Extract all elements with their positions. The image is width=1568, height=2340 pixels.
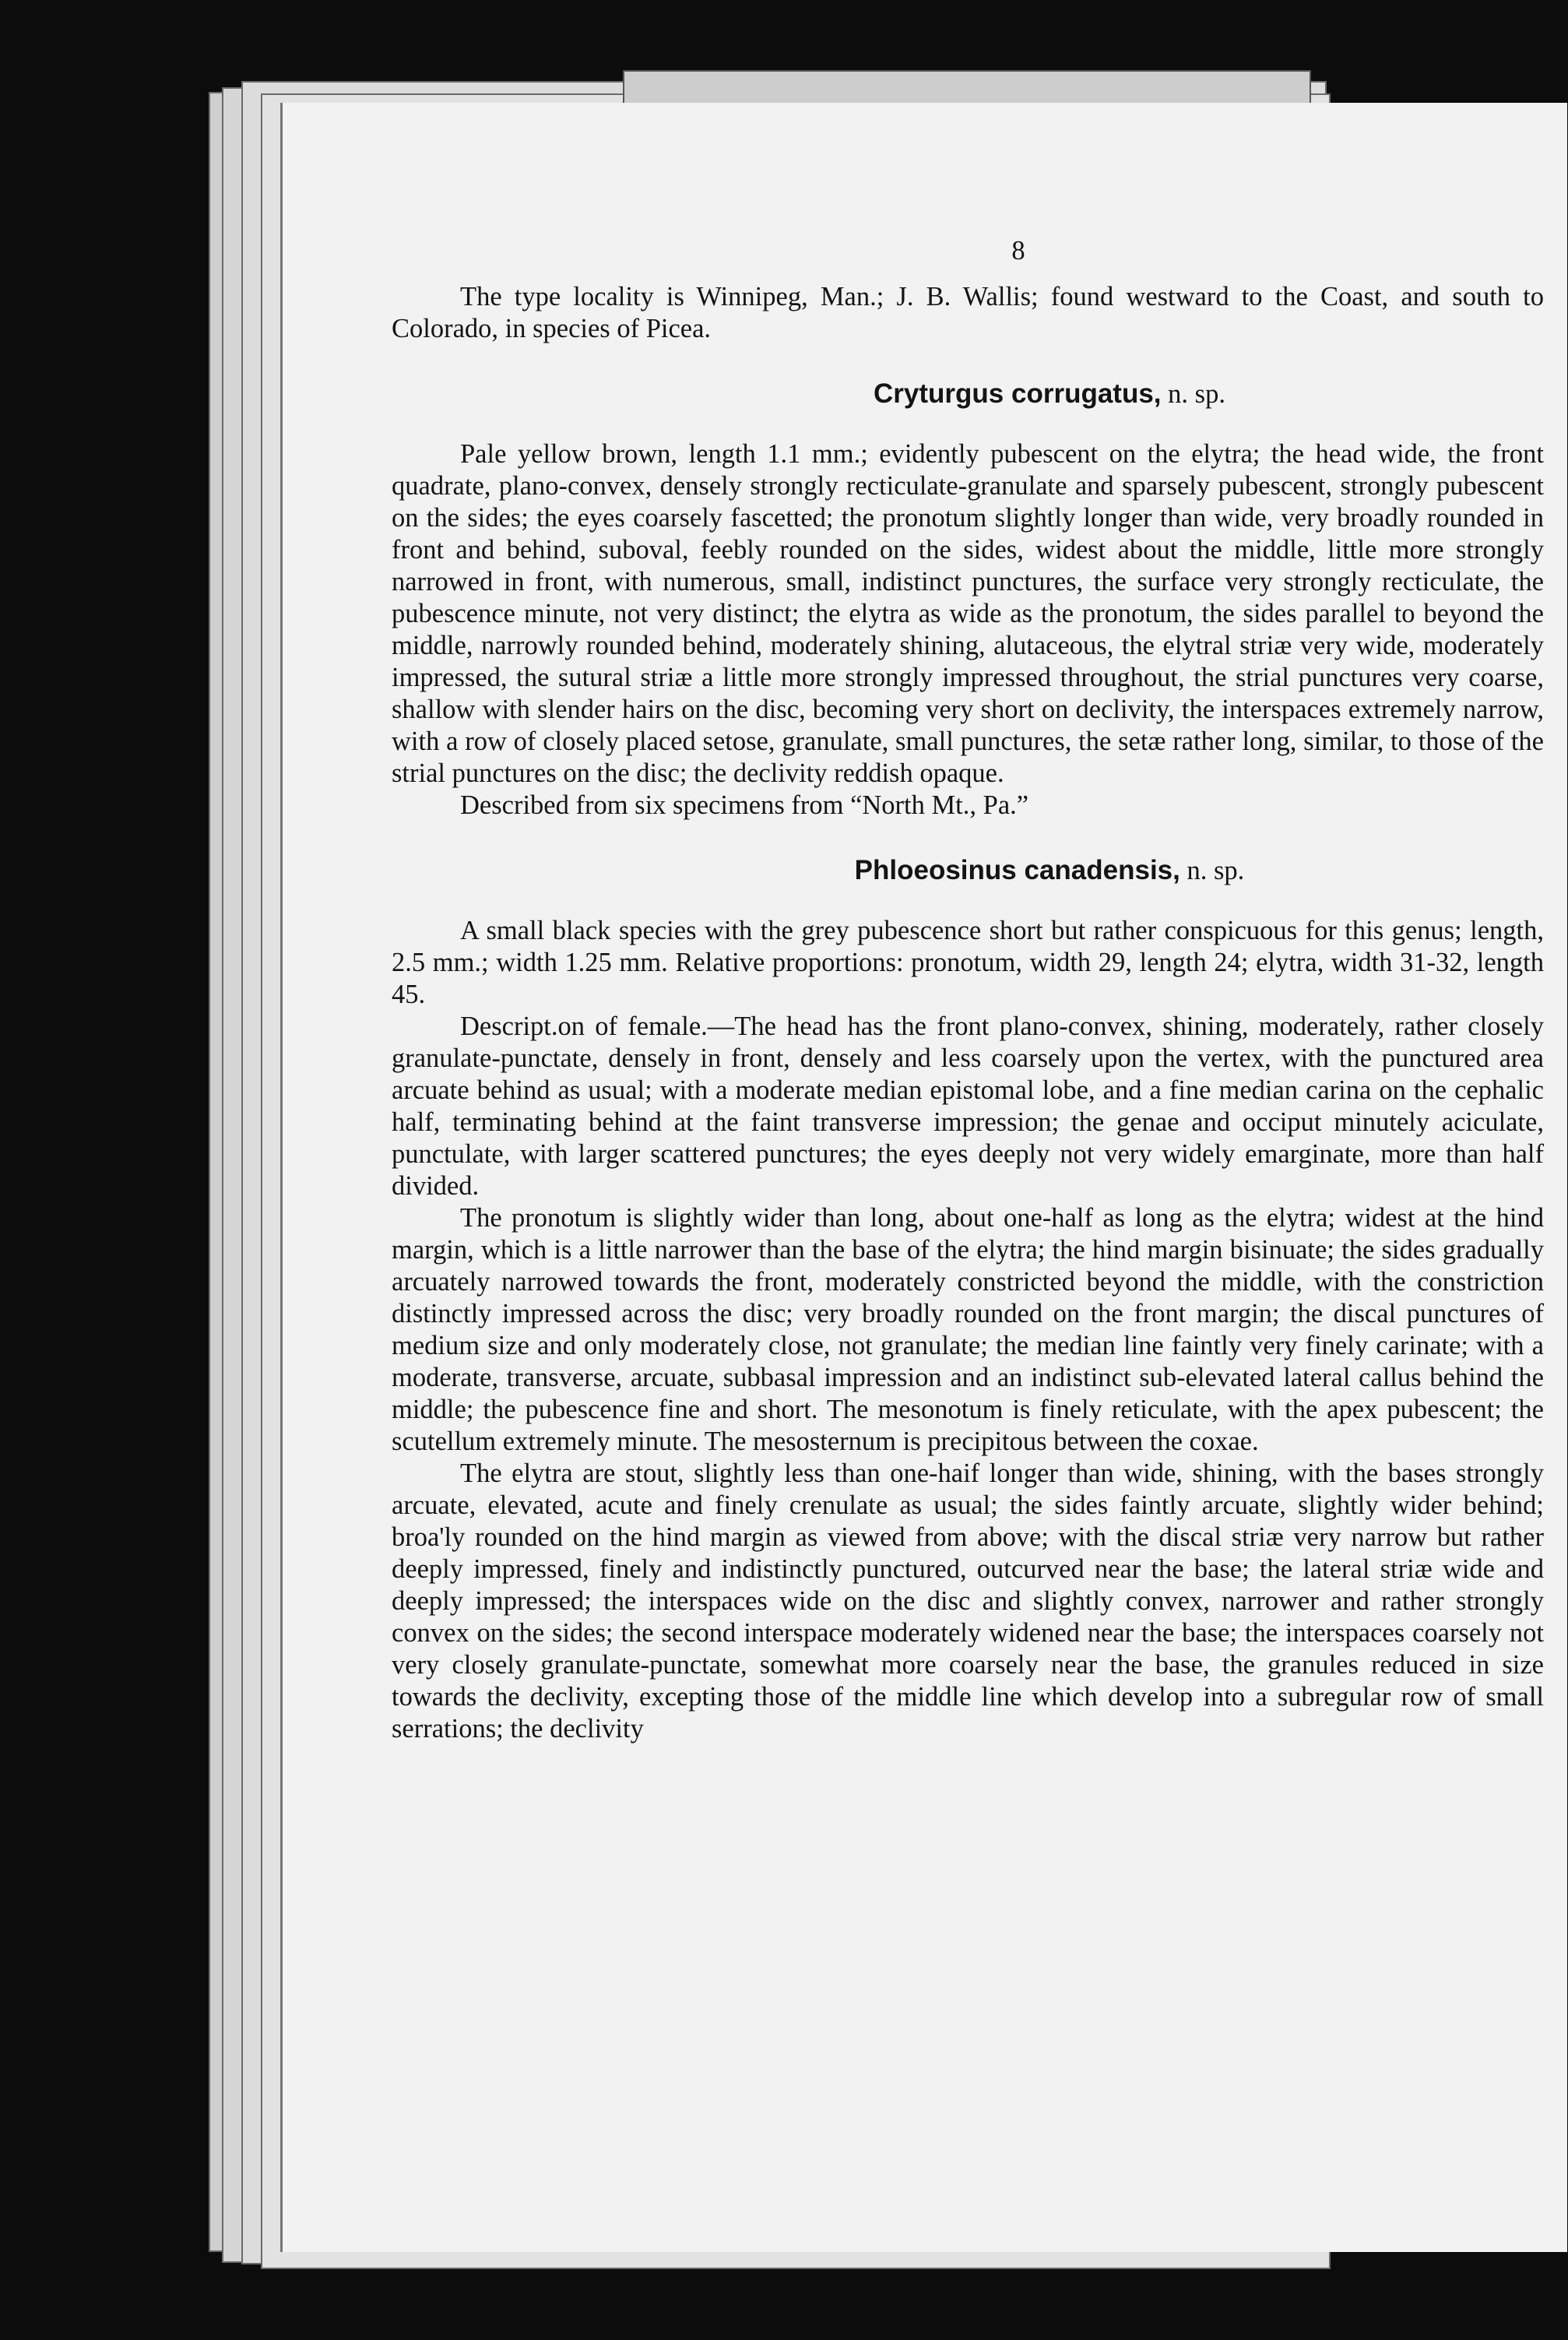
description-paragraph: Descript.on of female.—The head has the front plano-convex, shining, moderately, rather closely granulate-punctate, densely in front, densely and less coarsely upon the vertex, with the punctured area arcuate behind as usual; with a moderate median epistomal lobe, and a fine median carina on the cephalic half, terminating behind at the faint transverse impression; the genae and occiput minutely aciculate, punctulate, with larger scattered punctures; the eyes deeply not very widely emarginate, more than half divided. xyxy=(392,1012,1544,1201)
intro-paragraph: The type locality is Winnipeg, Man.; J. B. Wallis; found westward to the Coast, and south to Colorado, in species of Picea. xyxy=(392,282,1544,343)
page-edge-top xyxy=(623,70,1311,104)
species-suffix: n. sp. xyxy=(1168,379,1225,409)
description-paragraph: The elytra are stout, slightly less than one-haif longer than wide, shining, with the bases strongly arcuate, elevated, acute and finely crenulate as usual; the sides faintly arcuate, slightly wider behind; broa'ly rounded on the hind margin as viewed from above; with the discal striæ very narrow but rather deeply impressed, finely and indistinctly punctured, outcurved near the base; the lateral striæ wide and deeply impressed; the interspaces wide on the disc and slightly convex, narrower and rather strongly convex on the sides; the second interspace moderately widened near the base; the interspaces coarsely not very closely granulate-punctate, somewhat more coarsely near the base, the granules reduced in size towards the declivity, excepting those of the middle line which develop into a subregular row of small serrations; the declivity xyxy=(392,1459,1544,1744)
document-page xyxy=(280,103,1567,2252)
species-name: Cryturgus corrugatus, xyxy=(874,378,1162,409)
description-paragraph: A small black species with the grey pubescence short but rather conspicuous for this genus; length, 2.5 mm.; width 1.25 mm. Relative proportions: pronotum, width 29, length 24; elytra, width 31-32, length 45. xyxy=(392,916,1544,1009)
page-text xyxy=(392,235,1544,1745)
description-paragraph: Pale yellow brown, length 1.1 mm.; evidently pubescent on the elytra; the head wide, the front quadrate, plano-convex, densely strongly recticulate-granulate and sparsely pubescent, strongly pubescent on the sides; the eyes coarsely fascetted; the pronotum slightly longer than wide, very broadly rounded in front and behind, suboval, feebly rounded on the sides, widest about the middle, little more strongly narrowed in front, with numerous, small, indistinct punctures, the surface very strongly recticulate, the pubescence minute, not very distinct; the elytra as wide as the pronotum, the sides parallel to beyond the middle, narrowly rounded behind, moderately shining, alutaceous, the elytral striæ very wide, moderately impressed, the sutural striæ a little more strongly impressed throughout, the strial punctures very coarse, shallow with slender hairs on the disc, becoming very short on declivity, the interspaces extremely narrow, with a row of closely placed setose, granulate, small punctures, the setæ rather long, similar, to those of the strial punctures on the disc; the declivity reddish opaque. xyxy=(392,439,1544,788)
species-name: Phloeosinus canadensis, xyxy=(854,855,1180,885)
page-number: 8 xyxy=(1011,236,1025,266)
description-paragraph: The pronotum is slightly wider than long, about one-half as long as the elytra; widest at the hind margin, which is a little narrower than the base of the elytra; the hind margin bisinuate; the sides gradually arcuately narrowed towards the front, moderately constricted beyond the middle, with the constriction distinctly impressed across the disc; very broadly rounded on the front margin; the discal punctures of medium size and only moderately close, not granulate; the median line faintly very finely carinate; with a moderate, transverse, arcuate, subbasal impression and an indistinct sub-elevated lateral callus behind the middle; the pubescence fine and short. The mesonotum is finely reticulate, with the apex pubescent; the scutellum extremely minute. The mesosternum is precipitous between the coxae. xyxy=(392,1203,1544,1456)
species-suffix: n. sp. xyxy=(1187,856,1245,885)
description-paragraph: Described from six specimens from “North Mt., Pa.” xyxy=(460,790,1029,820)
species-heading-1 xyxy=(555,378,1544,410)
species-heading-2 xyxy=(555,854,1544,887)
